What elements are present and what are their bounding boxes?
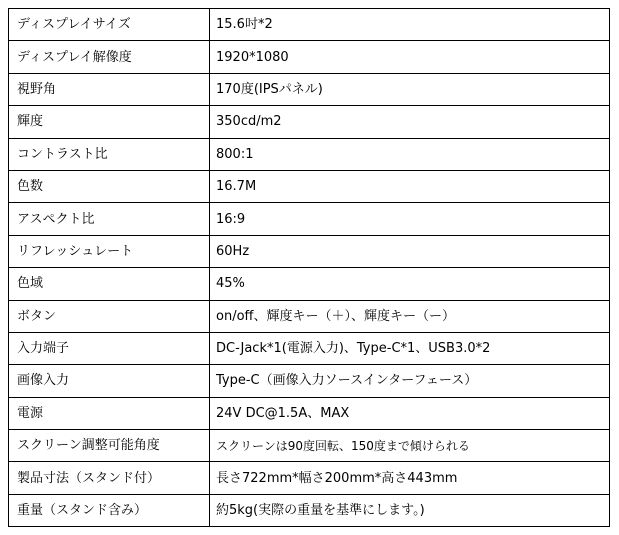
table-row: [9, 462, 610, 494]
spec-value: DC-Jack*1(電源入力)、Type-C*1、USB3.0*2: [210, 332, 610, 364]
spec-label: ボタン: [9, 300, 210, 332]
spec-value: Type-C（画像入力ソースインターフェース）: [210, 365, 610, 397]
spec-value: 170度(IPSパネル): [210, 73, 610, 105]
spec-value: 16:9: [210, 203, 610, 235]
spec-value: 60Hz: [210, 235, 610, 267]
spec-label: 視野角: [9, 73, 210, 105]
table-row: [9, 365, 610, 397]
table-row: [9, 106, 610, 138]
spec-value: 15.6吋*2: [210, 9, 610, 41]
spec-value: 1920*1080: [210, 41, 610, 73]
spec-label: 製品寸法（スタンド付）: [9, 462, 210, 494]
spec-label: リフレッシュレート: [9, 235, 210, 267]
spec-value: 45%: [210, 268, 610, 300]
table-row: [9, 41, 610, 73]
spec-label: 色数: [9, 170, 210, 202]
spec-table-body: [9, 9, 610, 527]
spec-value: 24V DC@1.5A、MAX: [210, 397, 610, 429]
spec-label: 輝度: [9, 106, 210, 138]
table-row: [9, 300, 610, 332]
table-row: [9, 235, 610, 267]
spec-label: ディスプレイ解像度: [9, 41, 210, 73]
table-row: [9, 138, 610, 170]
spec-label: 画像入力: [9, 365, 210, 397]
table-row: [9, 430, 610, 462]
spec-value: スクリーンは90度回転、150度まで傾けられる: [210, 430, 610, 462]
table-row: [9, 203, 610, 235]
spec-label: 電源: [9, 397, 210, 429]
table-row: [9, 397, 610, 429]
spec-value: on/off、輝度キー（＋）、輝度キー（ー）: [210, 300, 610, 332]
spec-label: アスペクト比: [9, 203, 210, 235]
table-row: [9, 73, 610, 105]
table-row: [9, 268, 610, 300]
spec-label: コントラスト比: [9, 138, 210, 170]
table-row: [9, 9, 610, 41]
spec-value: 約5kg(実際の重量を基準にします。): [210, 494, 610, 526]
table-row: [9, 170, 610, 202]
spec-label: 重量（スタンド含み）: [9, 494, 210, 526]
spec-label: 色域: [9, 268, 210, 300]
spec-label: ディスプレイサイズ: [9, 9, 210, 41]
table-row: [9, 332, 610, 364]
spec-label: スクリーン調整可能角度: [9, 430, 210, 462]
table-row: [9, 494, 610, 526]
spec-label: 入力端子: [9, 332, 210, 364]
spec-table: [8, 8, 610, 527]
spec-value: 長さ722mm*幅さ200mm*高さ443mm: [210, 462, 610, 494]
spec-value: 350cd/m2: [210, 106, 610, 138]
spec-value: 800:1: [210, 138, 610, 170]
spec-value: 16.7M: [210, 170, 610, 202]
